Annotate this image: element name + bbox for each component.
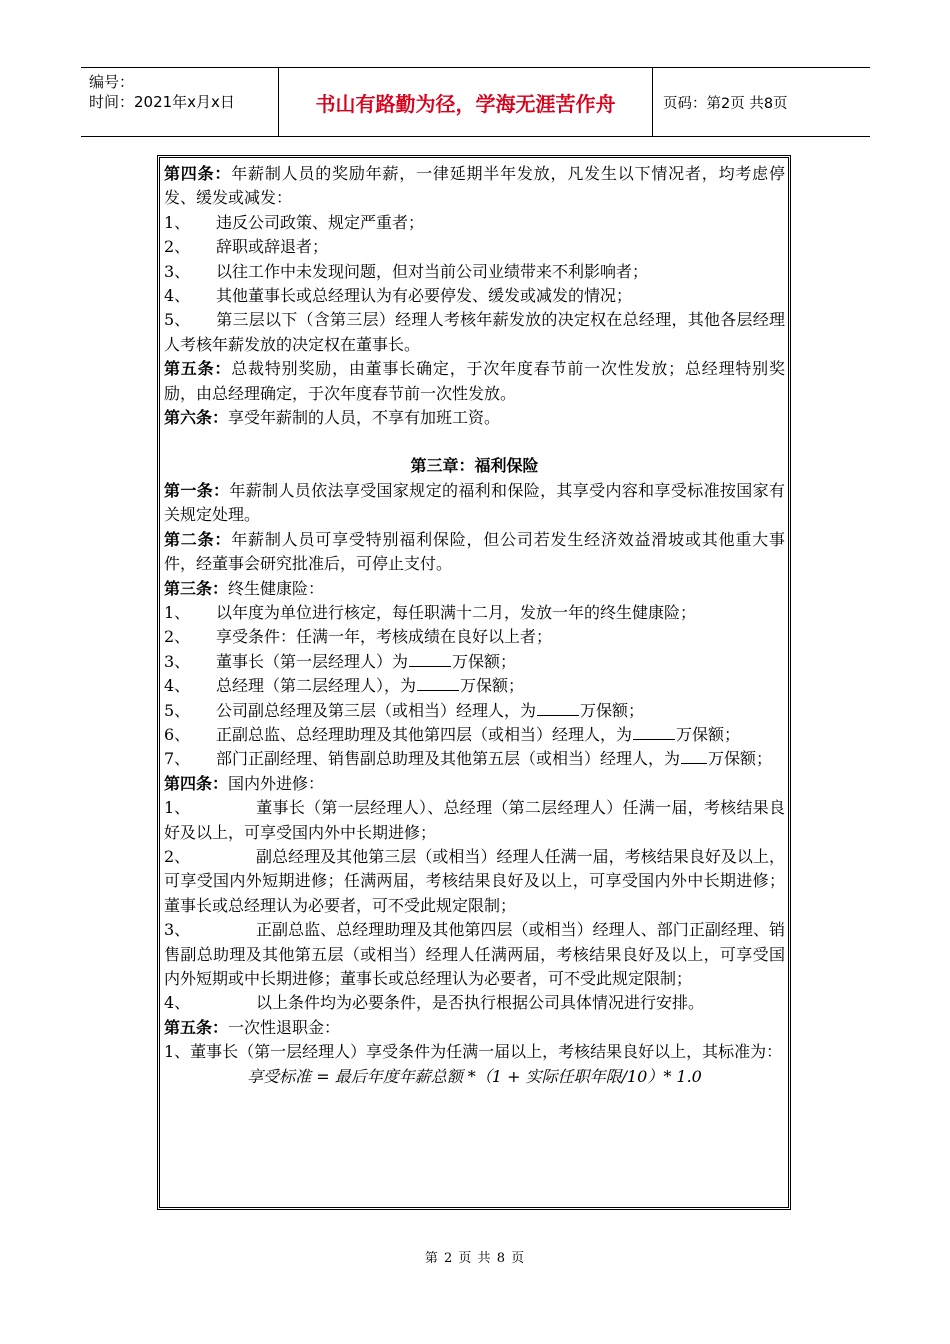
list-item — [164, 308, 785, 357]
item-text: 公司副总经理及第三层（或相当）经理人，为 — [216, 700, 537, 720]
page-footer: 第 2 页 共 8 页 — [424, 1251, 526, 1266]
list-item — [164, 284, 785, 308]
item-number: 5、 — [164, 700, 191, 720]
item-number: 3、 — [164, 261, 191, 281]
article-text: 年薪制人员可享受特别福利保险，但公司若发生经济效益滑坡或其他重大事件，经董事会研究批准后，可停止支付。 — [164, 529, 785, 574]
item-number: 4、 — [164, 286, 191, 306]
list-item — [164, 699, 785, 723]
article-label: 第三条： — [164, 578, 229, 598]
formula: 享受标准 = 最后年度年薪总额 *（1 + 实际任职年限/10）* 1.0 — [247, 1066, 702, 1086]
item-number: 1、 — [164, 798, 191, 818]
list-item — [164, 918, 785, 991]
list-item — [164, 625, 785, 649]
header-motto: 书山有路勤为径，学海无涯苦作舟 — [278, 68, 653, 136]
article-text: 一次性退职金： — [228, 1017, 341, 1037]
item-number: 4、 — [164, 993, 191, 1013]
article-label: 第四条： — [164, 164, 232, 183]
item-number: 1、 — [164, 212, 191, 232]
header-info — [81, 68, 278, 136]
article-label: 第四条： — [164, 773, 229, 793]
blank-underline — [633, 723, 675, 740]
ch3-article-1 — [164, 479, 785, 528]
item-text: 以上条件均为必要条件，是否执行根据公司具体情况进行安排。 — [256, 993, 705, 1013]
item-text: 董事长（第一层经理人）、总经理（第二层经理人）任满一届，考核结果良好及以上，可享受国内外中长期进修； — [164, 798, 785, 842]
list-item — [164, 260, 785, 284]
ch3-article-4 — [164, 772, 785, 796]
blank-underline — [409, 650, 451, 667]
item-text: 董事长（第一层经理人）为 — [216, 651, 409, 671]
document-body — [164, 162, 785, 1089]
article-label: 第五条： — [164, 1017, 229, 1037]
list-item — [164, 674, 785, 698]
list-item — [164, 747, 785, 771]
article-label: 第一条： — [164, 480, 230, 500]
blank-underline — [681, 747, 707, 764]
item-suffix: 万保额； — [676, 724, 741, 744]
item-number: 7、 — [164, 749, 191, 769]
article-text: 国内外进修： — [228, 773, 325, 793]
header-page-code: 页码：第2页 共8页 — [663, 95, 788, 112]
item-number: 3、 — [164, 651, 191, 671]
list-item — [164, 796, 785, 845]
item-suffix: 万保额； — [580, 700, 645, 720]
blank-underline — [537, 699, 579, 716]
ch3-article-2 — [164, 528, 785, 577]
list-item — [164, 845, 785, 918]
item-number: 4、 — [164, 676, 191, 696]
article-5 — [164, 357, 785, 406]
ch3-article-3 — [164, 577, 785, 601]
item-number: 6、 — [164, 724, 191, 744]
item-text: 部门正副经理、销售副总助理及其他第五层（或相当）经理人，为 — [216, 749, 681, 769]
article-text: 年薪制人员的奖励年薪，一律延期半年发放，凡发生以下情况者，均考虑停发、缓发或减发： — [164, 164, 785, 208]
article-6 — [164, 406, 785, 430]
item-text: 违反公司政策、规定严重者； — [216, 212, 425, 232]
content-frame — [157, 155, 791, 1210]
article-text: 享受年薪制的人员，不享有加班工资。 — [228, 408, 501, 428]
item-text: 其他董事长或总经理认为有必要停发、缓发或减发的情况； — [216, 286, 633, 306]
item-text: 以年度为单位进行核定，每任职满十二月，发放一年的终生健康险； — [216, 602, 697, 622]
article-text: 总裁特别奖励，由董事长确定，于次年度春节前一次性发放；总经理特别奖励，由总经理确定，于次年度春节前一次性发放。 — [164, 359, 785, 403]
item-text: 总经理（第二层经理人），为 — [216, 676, 417, 696]
article-label: 第五条： — [164, 359, 232, 379]
list-item — [164, 991, 785, 1015]
list-item — [164, 650, 785, 674]
item-suffix: 万保额； — [452, 651, 517, 671]
page-header — [81, 67, 870, 137]
item-text: 辞职或辞退者； — [216, 237, 329, 257]
article-label: 第二条： — [164, 529, 232, 549]
list-item — [164, 723, 785, 747]
item-number: 2、 — [164, 846, 191, 866]
item-number: 3、 — [164, 920, 191, 940]
number-label: 编号： — [89, 73, 135, 91]
item-number: 2、 — [164, 237, 191, 257]
item-text: 第三层以下（含第三层）经理人考核年薪发放的决定权在总经理，其他各层经理人考核年薪发放的决定权在董事长。 — [164, 310, 785, 354]
chapter-title: 第三章：福利保险 — [410, 456, 539, 476]
article-label: 第六条： — [164, 408, 229, 428]
item-number: 1、 — [164, 602, 191, 622]
date-label: 时间：2021年x月x日 — [89, 93, 235, 111]
list-item — [164, 235, 785, 259]
item-text: 享受条件：任满一年，考核成绩在良好以上者； — [216, 627, 553, 647]
list-item — [164, 601, 785, 625]
list-item: 1、董事长（第一层经理人）享受条件为任满一届以上，考核结果良好以上，其标准为： — [164, 1042, 783, 1062]
item-number: 2、 — [164, 627, 191, 647]
article-text: 终生健康险： — [228, 578, 325, 598]
ch3-article-5 — [164, 1016, 785, 1040]
item-text: 以往工作中未发现问题，但对当前公司业绩带来不利影响者； — [216, 261, 649, 281]
item-text: 正副总监、总经理助理及其他第四层（或相当）经理人，为 — [216, 724, 633, 744]
article-4 — [164, 162, 785, 211]
article-text: 年薪制人员依法享受国家规定的福利和保险，其享受内容和享受标准按国家有关规定处理。 — [164, 480, 785, 525]
item-text: 副总经理及其他第三层（或相当）经理人任满一届，考核结果良好及以上，可享受国内外短期进修；任满两届，考核结果良好及以上，可享受国内外中长期进修；董事长或总经理认为必要者，可不受此规定限制； — [164, 846, 785, 915]
item-text: 正副总监、总经理助理及其他第四层（或相当）经理人、部门正副经理、销售副总助理及其他第五层（或相当）经理人任满两届，考核结果良好及以上，可享受国内外短期或中长期进修；董事长或总经理认为必要者，可不受此规定限制； — [164, 920, 785, 988]
item-suffix: 万保额； — [460, 676, 525, 696]
list-item — [164, 211, 785, 235]
item-number: 5、 — [164, 310, 191, 330]
blank-underline — [417, 674, 459, 691]
item-suffix: 万保额； — [708, 749, 773, 769]
